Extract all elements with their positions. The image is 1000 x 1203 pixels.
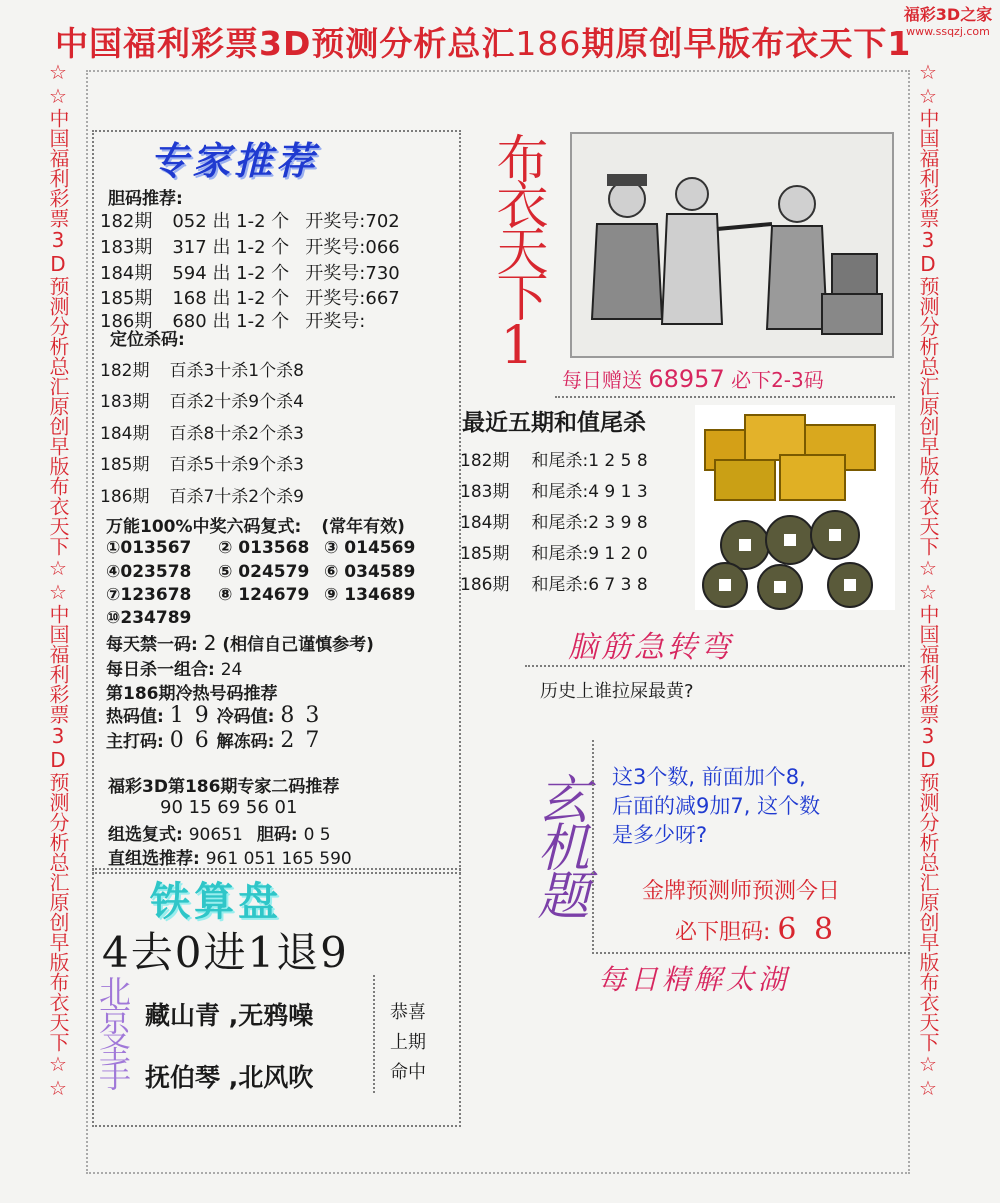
header-title-main: 中国福利彩票3D预测分析总汇	[55, 24, 516, 63]
six-title: 万能100%中奖六码复式: (常年有效)	[106, 517, 405, 537]
six-item: ⑤ 024579	[218, 562, 310, 582]
mystery-text	[612, 763, 820, 850]
hotcold-title: 第186期冷热号码推荐	[106, 684, 278, 704]
beijing-title: 北京圣手	[94, 975, 132, 1087]
sum-tail-row: 184期 和尾杀:2 3 9 8	[460, 513, 648, 533]
congrats-2: 上期	[390, 1032, 426, 1053]
dan-row: 183期 317 出 1-2 个 开奖号:066	[100, 237, 400, 258]
cartoon-people-icon	[572, 134, 892, 356]
beijing-line2: 抚伯琴 ,北风吹	[145, 1063, 314, 1092]
kill-row: 184期 百杀8十杀2个杀3	[100, 424, 304, 444]
header-title-suffix: 期原创早版布衣天下1	[581, 24, 912, 63]
sum-tail-row: 182期 和尾杀:1 2 5 8	[460, 451, 648, 471]
buyi-title: 布衣天下1	[487, 132, 547, 370]
cartoon-image	[570, 132, 894, 358]
six-item: ④023578	[106, 562, 192, 582]
sum-tail-title: 最近五期和值尾杀	[462, 409, 646, 436]
abacus-title: 铁算盘	[150, 879, 282, 925]
six-item: ⑩234789	[106, 608, 192, 628]
kill-combo-line: 每日杀一组合: 24	[106, 660, 243, 680]
gold-line1: 金牌预测师预测今日	[642, 879, 841, 904]
header-issue: 186	[515, 24, 582, 63]
dan-row: 186期 680 出 1-2 个 开奖号:	[100, 311, 366, 332]
gold-coins-image	[695, 405, 895, 610]
expert-title: 专家推荐	[150, 139, 319, 183]
abacus-phrase: 4去0进1退9	[102, 928, 349, 977]
hotcold-line: 热码值: 1 9 冷码值: 8 3	[106, 703, 322, 728]
dan-row: 185期 168 出 1-2 个 开奖号:667	[100, 288, 400, 309]
brain-question: 历史上谁拉屎最黄?	[540, 681, 694, 702]
kill-row: 186期 百杀7十杀2个杀9	[100, 487, 304, 507]
congrats-1: 恭喜	[390, 1002, 426, 1023]
six-item: ①013567	[106, 538, 192, 558]
direct-line: 直组选推荐: 961 051 165 590	[108, 849, 352, 869]
daily-gift-label: 每日赠送	[562, 368, 642, 392]
kill-row: 182期 百杀3十杀1个杀8	[100, 361, 304, 381]
six-item: ⑧ 124679	[218, 585, 310, 605]
six-item: ⑦123678	[106, 585, 192, 605]
ban-line: 每天禁一码: 2 (相信自己谨慎参考)	[106, 631, 374, 655]
left-banner: ☆☆中国福利彩票3D预测分析总汇原创早版布衣天下☆☆中国福利彩票3D预测分析总汇原创早版布衣天下☆☆	[46, 60, 70, 1100]
six-item: ② 013568	[218, 538, 310, 558]
group-line: 组选复式: 90651 胆码: 0 5	[108, 825, 331, 845]
mystery-text-2: 后面的减9加7, 这个数	[612, 794, 821, 818]
brain-title: 脑筋急转弯	[568, 630, 733, 665]
logo-url: www.ssqzj.com	[906, 25, 990, 38]
brain-line	[525, 665, 905, 667]
two-nums: 90 15 69 56 01	[160, 797, 298, 818]
sum-tail-row: 185期 和尾杀:9 1 2 0	[460, 544, 648, 564]
header-title	[55, 18, 911, 65]
sum-tail-row: 186期 和尾杀:6 7 3 8	[460, 575, 648, 595]
logo-text: 福彩3D之家	[903, 5, 993, 24]
congrats-3: 命中	[390, 1062, 426, 1083]
dan-title: 胆码推荐:	[108, 189, 183, 209]
sum-tail-row: 183期 和尾杀:4 9 1 3	[460, 482, 648, 502]
kill-row: 185期 百杀5十杀9个杀3	[100, 455, 304, 475]
right-banner: ☆☆中国福利彩票3D预测分析总汇原创早版布衣天下☆☆中国福利彩票3D预测分析总汇原创早版布衣天下☆☆	[916, 60, 940, 1100]
mystery-text-3: 是多少呀?	[612, 823, 708, 847]
mystery-text-1: 这3个数, 前面加个8,	[612, 765, 806, 789]
taihu-title: 每日精解太湖	[598, 963, 791, 996]
kill-title: 定位杀码:	[110, 330, 185, 350]
daily-gift-value: 68957	[648, 365, 725, 393]
beijing-line1: 藏山青 ,无鸦噪	[145, 1001, 314, 1030]
dan-row: 182期 052 出 1-2 个 开奖号:702	[100, 211, 400, 232]
six-item: ⑥ 034589	[324, 562, 416, 582]
two-title: 福彩3D第186期专家二码推荐	[108, 777, 340, 797]
six-item: ③ 014569	[324, 538, 416, 558]
congrats	[390, 998, 426, 1088]
daily-gift-note: 必下2-3码	[731, 368, 824, 392]
kill-row: 183期 百杀2十杀9个杀4	[100, 392, 304, 412]
dan-row: 184期 594 出 1-2 个 开奖号:730	[100, 263, 400, 284]
logo[interactable]	[898, 2, 998, 38]
main-line: 主打码: 0 6 解冻码: 2 7	[106, 728, 322, 753]
daily-gift	[562, 364, 824, 393]
gold-line2: 必下胆码: 6 8	[675, 912, 838, 947]
six-item: ⑨ 134689	[324, 585, 416, 605]
gold-coins-icon	[695, 405, 895, 610]
mystery-title: 玄机题	[528, 772, 588, 916]
